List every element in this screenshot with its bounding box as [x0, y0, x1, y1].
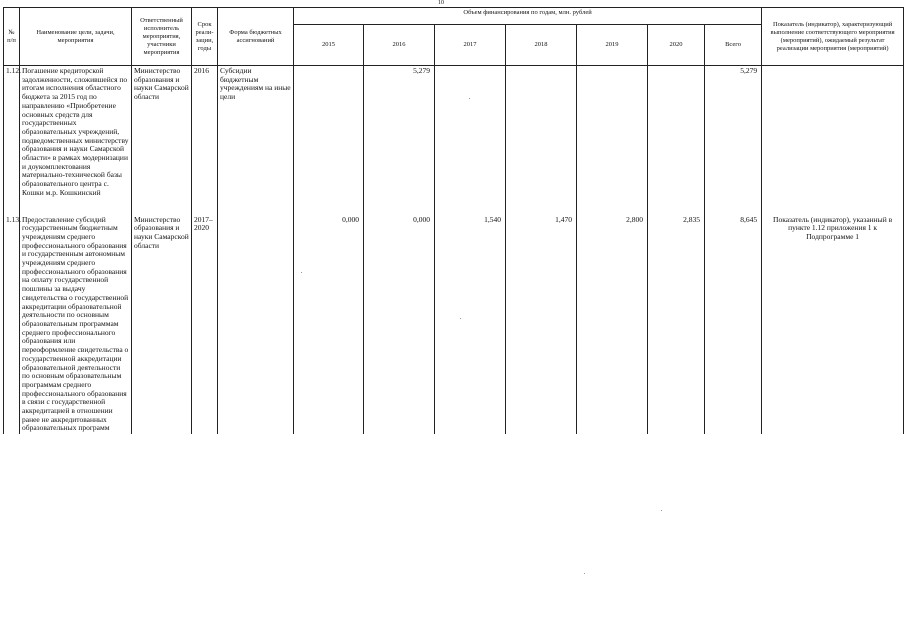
header-total: Всего: [705, 25, 762, 66]
header-year-2016: 2016: [364, 25, 435, 66]
header-year-2017: 2017: [435, 25, 506, 66]
row-value-2020: [648, 66, 705, 199]
row-form: [218, 215, 294, 435]
header-year-2019: 2019: [577, 25, 648, 66]
row-total: 5,279: [705, 66, 762, 199]
funding-table: [3, 7, 904, 434]
page-number: 10: [438, 0, 444, 6]
table-row: [4, 215, 904, 435]
header-responsible: Ответственный исполнитель мероприятия, участники мероприятия: [132, 8, 192, 66]
scan-speck: [661, 510, 662, 511]
row-value-2016: 5,279: [364, 66, 435, 199]
row-value-2015: [294, 66, 364, 199]
header-funding-group: Объем финансирования по годам, млн. рублей: [294, 8, 762, 25]
header-num: № п/п: [4, 8, 20, 66]
row-value-2018: [506, 66, 577, 199]
row-value-2017: 1,540: [435, 215, 506, 435]
row-value-2016: 0,000: [364, 215, 435, 435]
row-indicator: Показатель (индикатор), указанный в пункте 1.12 приложения 1 к Подпрограмме 1: [762, 215, 904, 435]
header-year-2015: 2015: [294, 25, 364, 66]
row-value-2018: 1,470: [506, 215, 577, 435]
header-indicator: Показатель (индикатор), характеризующий выполнение соответствующего мероприятия (мероприятий), ожидаемый результат реализации мероприятия (мероприятий): [762, 8, 904, 66]
row-indicator: [762, 66, 904, 199]
scan-speck: [460, 318, 461, 319]
header-name: Наименование цели, задачи, мероприятия: [20, 8, 132, 66]
row-form: Субсидии бюджетным учреждениям на иные цели: [218, 66, 294, 199]
row-name: Погашение кредиторской задолженности, сложившейся по итогам исполнения областного бюджета за 2015 год по направлению «Приобретение основных средств для государственных образовательных учреждений, подведомственных министерству образования и науки Самарской области» в рамках модернизации и доукомплектования материально-технической базы образовательного центра с. Кошки м.р. Кошкинский: [20, 66, 132, 199]
row-num: 1.12.: [4, 66, 20, 199]
row-term: 2016: [192, 66, 218, 199]
row-num: 1.13.: [4, 215, 20, 435]
row-value-2017: [435, 66, 506, 199]
row-value-2019: 2,800: [577, 215, 648, 435]
row-total: 8,645: [705, 215, 762, 435]
scan-speck: [301, 272, 302, 273]
table-row: [4, 66, 904, 199]
table-row-spacer: [4, 199, 904, 215]
row-value-2020: 2,835: [648, 215, 705, 435]
row-responsible: Министерство образования и науки Самарской области: [132, 66, 192, 199]
header-form: Форма бюджетных ассигнований: [218, 8, 294, 66]
header-year-2018: 2018: [506, 25, 577, 66]
header-year-2020: 2020: [648, 25, 705, 66]
row-value-2015: 0,000: [294, 215, 364, 435]
row-responsible: Министерство образования и науки Самарской области: [132, 215, 192, 435]
scan-speck: [584, 573, 585, 574]
row-name: Предоставление субсидий государственным бюджетным учреждениям среднего профессионального образования и государственным автономным учреждениям среднего профессионального образования на оплату государственной пошлины за выдачу свидетельства о государственной аккредитации образовательной деятельности по основным образовательным программам среднего профессионального образования или переоформление свидетельства о государственной аккредитации образовательной деятельности по основным образовательным программам среднего профессионального образования в связи с государственной аккредитацией в отношении ранее не аккредитованных образовательных программ: [20, 215, 132, 435]
header-term: Срок реали-зации, годы: [192, 8, 218, 66]
row-term: 2017–2020: [192, 215, 218, 435]
row-value-2019: [577, 66, 648, 199]
scan-speck: [469, 98, 470, 99]
